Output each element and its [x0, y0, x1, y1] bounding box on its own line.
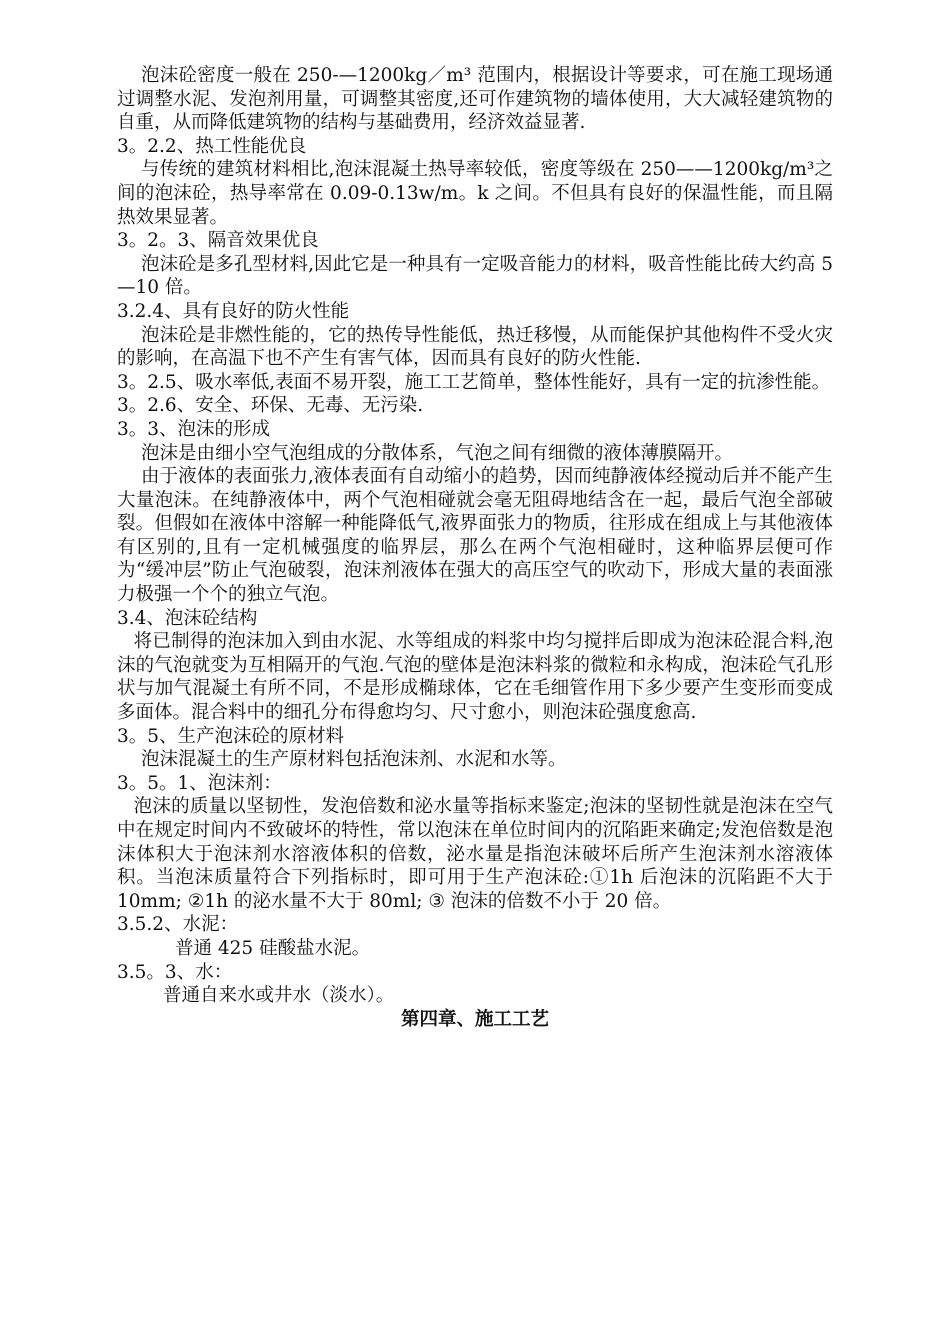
document-page: [117, 64, 833, 1031]
paragraph-fire: 泡沫砼是非燃性能的，它的热传导性能低，热迁移慢，从而能保护其他构件不受火灾的影响，在高温下也不产生有害气体，因而具有良好的防火性能.: [117, 324, 833, 370]
paragraph-raw-materials: 泡沫混凝土的生产原材料包括泡沫剂、水泥和水等。: [141, 749, 567, 771]
paragraph-structure: 将已制得的泡沫加入到由水泥、水等组成的料浆中均匀搅拌后即成为泡沫砼混合料,泡沫的气泡就变为互相隔开的气泡.气泡的壁体是泡沫料浆的微粒和永构成，泡沫砼气孔形状与加气混凝土有所不同，不是形成椭球体，它在毛细管作用下多少要产生变形而变成多面体。混合料中的细孔分布得愈均匀、尺寸愈小，则泡沫砼强度愈高.: [117, 631, 833, 724]
paragraph-foam-formation: 由于液体的表面张力,液体表面有自动缩小的趋势，因而纯静液体经搅动后并不能产生大量泡沫。在纯静液体中，两个气泡相碰就会毫无阻碍地结含在一起，最后气泡全部破裂。但假如在液体中溶解一种能降低气,液界面张力的物质，往形成在组成上与其他液体有区别的,且有一定机械强度的临界层，那么在两个气泡相碰时，这种临界层便可作为“缓冲层”防止气泡破裂，泡沫剂液体在强大的高压空气的吹动下，形成大量的表面涨力极强一个个的独立气泡。: [117, 466, 833, 606]
heading-3-2-5: 3。2.5、吸水率低,表面不易开裂，施工工艺简单，整体性能好，具有一定的抗渗性能。: [117, 371, 831, 393]
heading-3-5: 3。5、生产泡沫砼的原材料: [117, 725, 345, 747]
paragraph-density: 泡沫砼密度一般在 250-—1200kg／m³ 范围内，根据设计等要求，可在施工现场通过调整水泥、发泡剂用量，可调整其密度,还可作建筑物的墙体使用，大大减轻建筑物的自重，从而降低建筑物的结构与基础费用，经济效益显著.: [117, 65, 833, 134]
paragraph-cement: 普通 425 硅酸盐水泥。: [175, 937, 371, 959]
paragraph-thermal: 与传统的建筑材料相比,泡沫混凝土热导率较低，密度等级在 250——1200kg/m³之间的泡沫砼，热导率常在 0.09-0.13w/m。k 之间。不但具有良好的保温性能，而且隔热效果显著。: [117, 159, 833, 228]
paragraph-water: 普通自来水或井水（淡水）。: [163, 985, 395, 1007]
heading-3-5-3: 3.5。3、水：: [117, 961, 233, 983]
heading-3-3: 3。3、泡沫的形成: [117, 418, 271, 440]
heading-3-4: 3.4、泡沫砼结构: [117, 607, 258, 629]
paragraph-foam-definition: 泡沫是由细小空气泡组成的分散体系，气泡之间有细微的液体薄膜隔开。: [141, 442, 734, 464]
paragraph-foaming-agent: 泡沫的质量以坚韧性，发泡倍数和泌水量等指标来鉴定;泡沫的坚韧性就是泡沫在空气中在规定时间内不致破坏的特性，常以泡沫在单位时间内的沉陷距来确定;发泡倍数是泡沫体积大于泡沫剂水溶液体积的倍数，泌水量是指泡沫破坏后所产生泡沫剂水溶液体积。当泡沫质量符合下列指标时，即可用于生产泡沫砼:①1h 后泡沫的沉陷距不大于 10mm; ②1h 的泌水量不大于 80ml; ③ 泡沫的倍数不小于 20 倍。: [117, 796, 833, 912]
chapter-title: 第四章、施工工艺: [400, 1008, 549, 1030]
heading-3-2-3: 3。2。3、隔音效果优良: [117, 230, 319, 252]
heading-3-2-2: 3。2.2、热工性能优良: [117, 135, 307, 157]
heading-3-5-1: 3。5。1、泡沫剂：: [117, 772, 282, 794]
heading-3-5-2: 3.5.2、水泥：: [117, 914, 239, 936]
heading-3-2-6: 3。2.6、安全、环保、无毒、无污染.: [117, 395, 424, 417]
paragraph-sound: 泡沫砼是多孔型材料,因此它是一种具有一定吸音能力的材料，吸音性能比砖大约高 5—10 倍。: [117, 253, 833, 299]
heading-3-2-4: 3.2.4、具有良好的防火性能: [117, 300, 350, 322]
